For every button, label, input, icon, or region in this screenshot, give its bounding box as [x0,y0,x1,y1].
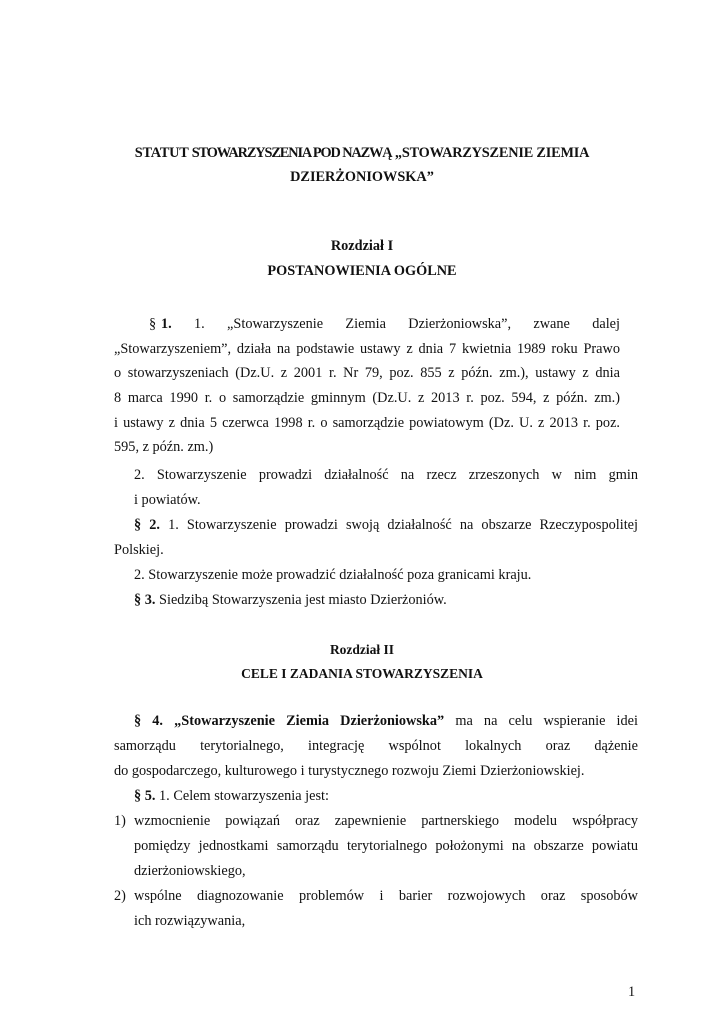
par1-number: 1. [161,316,172,332]
list-item-1-line-1: wzmocnienie powiązań oraz zapewnienie partnerskiego modelu współpracy [134,813,638,829]
chapter-2-heading: CELE I ZADANIA STOWARZYSZENIA [241,666,483,681]
list-marker-2: 2) [114,888,126,904]
par5-intro [134,787,329,805]
par4-line-2: samorządu terytorialnego, integrację wspólnot lokalnych oraz dążenie [114,738,638,754]
page-number: 1 [628,984,636,1000]
list-item-1-line-3: dzierżoniowskiego, [134,863,246,879]
chapter-1-heading: POSTANOWIENIA OGÓLNE [267,263,457,279]
title-part-statut: STATUT [134,145,192,161]
list-item-2-line-1: wspólne diagnozowanie problemów i barier rozwojowych oraz sposobów [134,888,638,904]
par1-p2-line-1: 2. Stowarzyszenie prowadzi działalność na rzecz zrzeszonych w nim gmin [134,467,638,483]
title-part-name: „STOWARZYSZENIE ZIEMIA [391,145,590,161]
list-item-1-line-2: pomiędzy jednostkami samorządu terytorialnego położonymi na obszarze powiatu [134,838,638,854]
par3-number: § 3. [134,592,156,608]
par5-intro-text: 1. Celem stowarzyszenia jest: [155,788,329,804]
par1-symbol: § [149,316,157,332]
par1-p1-line-2: „Stowarzyszeniem”, działa na podstawie ustawy z dnia 7 kwietnia 1989 roku Prawo [114,341,620,357]
par4-line-1 [134,712,638,730]
list-item-2-line-2: ich rozwiązywania, [134,913,246,929]
list-marker-1: 1) [114,813,126,829]
par2-line-2: Polskiej. [114,542,164,558]
par1-p2-line-2: i powiatów. [134,492,201,508]
par2-text: 1. Stowarzyszenie prowadzi swoją działalność na obszarze Rzeczypospolitej [159,517,638,533]
document-title-line-2: DZIERŻONIOWSKA” [290,169,434,185]
document-title-line-1 [0,144,724,162]
par3-line [134,591,447,609]
par1-p1-line-5: i ustawy z dnia 5 czerwca 1998 r. o samorządzie powiatowym (Dz. U. z 2013 r. poz. [114,415,620,431]
par4-number: § 4. [134,713,164,729]
par2-number: § 2. [134,517,160,533]
par5-number: § 5. [134,788,156,804]
par3-text: Siedzibą Stowarzyszenia jest miasto Dzierżoniów. [155,592,447,608]
par1-p1-line-3: o stowarzyszeniach (Dz.U. z 2001 r. Nr 79, poz. 855 z późn. zm.), ustawy z dnia [114,365,620,381]
par2-p2-line-1: 2. Stowarzyszenie może prowadzić działalność poza granicami kraju. [134,567,532,583]
par2-line-1 [134,516,638,534]
par4-text: ma na celu wspieranie idei [444,713,638,729]
chapter-1-label: Rozdział I [330,238,394,254]
chapter-2-label: Rozdział II [329,642,395,657]
par4-quote: „Stowarzyszenie Ziemia Dzierżoniowska” [163,713,445,729]
par1-p1-line-6: 595, z późn. zm.) [114,439,214,455]
par4-line-3: do gospodarczego, kulturowego i turystycznego rozwoju Ziemi Dzierżoniowskiej. [114,763,585,779]
par1-p1-line-4: 8 marca 1990 r. o samorządzie gminnym (Dz.U. z 2013 r. poz. 594, z późn. zm.) [114,390,620,406]
title-part-condensed: STOWARZYSZENIA POD NAZWĄ [191,145,392,161]
par1-p1-line-1: 1. „Stowarzyszenie Ziemia Dzierżoniowska”, zwane dalej [194,316,620,332]
